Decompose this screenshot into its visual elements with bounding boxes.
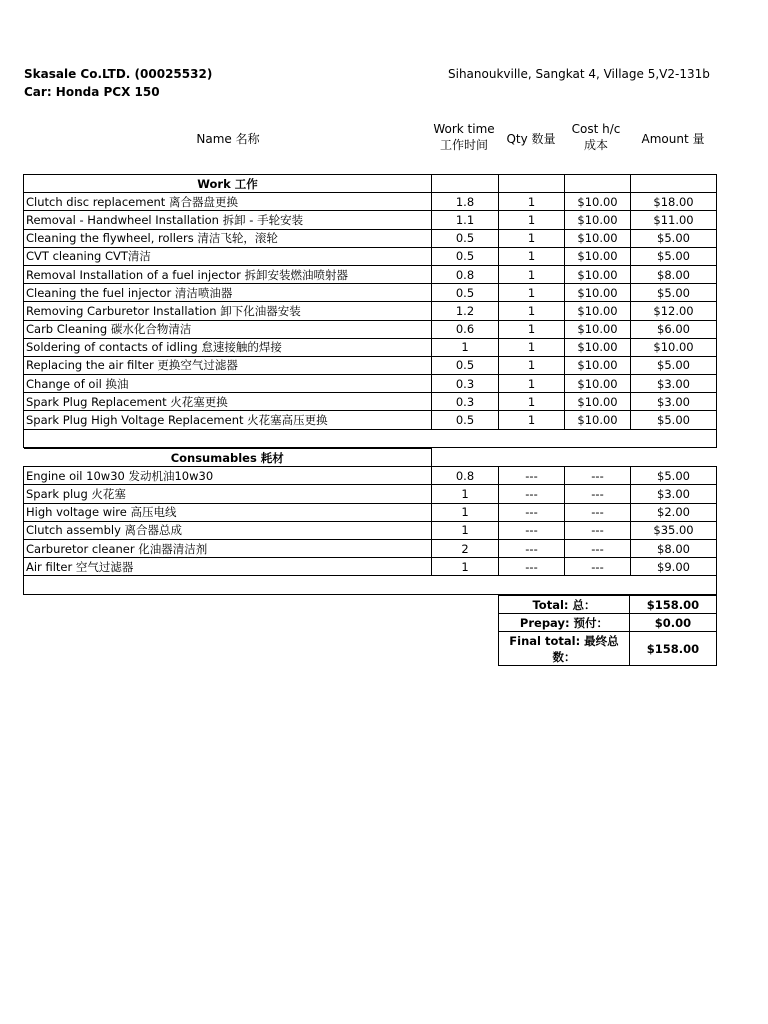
consumable-row <box>24 467 717 485</box>
car-model: Car: Honda PCX 150 <box>24 85 160 99</box>
work-section-title: Work 工作 <box>24 175 432 193</box>
work-item-name: Removal Installation of a fuel injector 拆卸安装燃油喷射器 <box>24 265 432 283</box>
column-header-qty: Qty 数量 <box>506 132 556 146</box>
final-total-value: $158.00 <box>630 632 717 666</box>
work-item-amount: $12.00 <box>631 302 717 320</box>
column-header-cost-zh: 成本 <box>583 138 608 152</box>
consumable-item-cost: --- <box>565 467 631 485</box>
consumable-row <box>24 485 717 503</box>
consumable-item-cost: --- <box>565 558 631 576</box>
work-item-amount: $5.00 <box>631 247 717 265</box>
work-item-name: Carb Cleaning 碳水化合物清洁 <box>24 320 432 338</box>
work-item-amount: $8.00 <box>631 265 717 283</box>
work-item-amount: $11.00 <box>631 211 717 229</box>
column-header-cost <box>563 121 629 153</box>
prepay-value: $0.00 <box>630 614 717 632</box>
work-item-name: Removal - Handwheel Installation 拆卸 - 手轮安装 <box>24 211 432 229</box>
work-item-qty: 1 <box>499 247 565 265</box>
work-item-qty: 1 <box>499 338 565 356</box>
work-item-amount: $3.00 <box>631 393 717 411</box>
company-name: Skasale Co.LTD. (00025532) <box>24 67 213 81</box>
consumable-item-cost: --- <box>565 521 631 539</box>
work-blank-row <box>24 429 717 447</box>
work-row <box>24 284 717 302</box>
work-row <box>24 265 717 283</box>
final-total-label: Final total: 最终总数： <box>499 632 630 666</box>
consumable-item-name: Spark plug 火花塞 <box>24 485 432 503</box>
work-item-qty: 1 <box>499 393 565 411</box>
work-item-qty: 1 <box>499 302 565 320</box>
consumable-blank-row <box>24 576 717 594</box>
consumable-item-cost: --- <box>565 539 631 557</box>
consumable-item-cost: --- <box>565 485 631 503</box>
column-header-amount: Amount 量 <box>641 132 705 146</box>
work-item-worktime: 0.3 <box>432 393 499 411</box>
work-item-name: Removing Carburetor Installation 卸下化油器安装 <box>24 302 432 320</box>
work-item-cost: $10.00 <box>565 375 631 393</box>
work-row <box>24 393 717 411</box>
consumable-item-worktime: 2 <box>432 539 499 557</box>
consumable-item-worktime: 1 <box>432 521 499 539</box>
consumable-item-amount: $3.00 <box>631 485 717 503</box>
work-row <box>24 375 717 393</box>
work-item-qty: 1 <box>499 284 565 302</box>
consumables-section-title: Consumables 耗材 <box>24 449 432 467</box>
consumable-item-name: Carburetor cleaner 化油器清洁剂 <box>24 539 432 557</box>
work-item-cost: $10.00 <box>565 229 631 247</box>
consumable-item-qty: --- <box>499 503 565 521</box>
work-item-amount: $6.00 <box>631 320 717 338</box>
work-item-name: Spark Plug Replacement 火花塞更换 <box>24 393 432 411</box>
consumable-item-worktime: 1 <box>432 558 499 576</box>
consumable-item-name: Clutch assembly 离合器总成 <box>24 521 432 539</box>
work-item-cost: $10.00 <box>565 247 631 265</box>
work-row <box>24 211 717 229</box>
work-item-worktime: 1.8 <box>432 193 499 211</box>
work-item-worktime: 1 <box>432 338 499 356</box>
consumable-item-qty: --- <box>499 467 565 485</box>
column-header-cost-en: Cost h/c <box>571 122 621 136</box>
work-item-worktime: 1.1 <box>432 211 499 229</box>
work-item-cost: $10.00 <box>565 302 631 320</box>
work-row <box>24 320 717 338</box>
work-item-worktime: 0.5 <box>432 411 499 429</box>
work-item-amount: $5.00 <box>631 411 717 429</box>
work-item-name: CVT cleaning CVT清洁 <box>24 247 432 265</box>
prepay-label: Prepay: 预付： <box>499 614 630 632</box>
column-header-worktime-zh: 工作时间 <box>439 138 488 152</box>
work-item-name: Cleaning the flywheel, rollers 清洁飞轮，滚轮 <box>24 229 432 247</box>
consumables-section-header-row <box>24 449 717 467</box>
consumable-row <box>24 503 717 521</box>
work-row <box>24 302 717 320</box>
consumable-item-amount: $8.00 <box>631 539 717 557</box>
final-total-row <box>499 632 717 666</box>
work-row <box>24 411 717 429</box>
consumable-item-qty: --- <box>499 558 565 576</box>
work-row <box>24 247 717 265</box>
work-table <box>23 174 717 448</box>
work-item-cost: $10.00 <box>565 411 631 429</box>
work-item-cost: $10.00 <box>565 393 631 411</box>
work-item-cost: $10.00 <box>565 320 631 338</box>
consumables-table <box>23 448 717 595</box>
work-row <box>24 229 717 247</box>
consumable-item-worktime: 0.8 <box>432 467 499 485</box>
work-item-qty: 1 <box>499 356 565 374</box>
total-label: Total: 总： <box>499 596 630 614</box>
work-item-cost: $10.00 <box>565 265 631 283</box>
work-item-amount: $18.00 <box>631 193 717 211</box>
column-header-worktime <box>428 121 500 153</box>
work-item-name: Clutch disc replacement 离合器盘更换 <box>24 193 432 211</box>
work-item-cost: $10.00 <box>565 284 631 302</box>
consumable-item-qty: --- <box>499 539 565 557</box>
work-item-qty: 1 <box>499 320 565 338</box>
work-item-amount: $5.00 <box>631 229 717 247</box>
work-row <box>24 193 717 211</box>
work-item-worktime: 0.3 <box>432 375 499 393</box>
consumable-item-amount: $5.00 <box>631 467 717 485</box>
work-item-qty: 1 <box>499 211 565 229</box>
prepay-row <box>499 614 717 632</box>
work-item-cost: $10.00 <box>565 211 631 229</box>
work-item-worktime: 0.5 <box>432 247 499 265</box>
consumable-item-name: High voltage wire 高压电线 <box>24 503 432 521</box>
work-item-qty: 1 <box>499 193 565 211</box>
total-value: $158.00 <box>630 596 717 614</box>
work-item-amount: $5.00 <box>631 356 717 374</box>
company-address: Sihanoukville, Sangkat 4, Village 5,V2-131b <box>448 67 710 81</box>
work-item-amount: $3.00 <box>631 375 717 393</box>
work-item-qty: 1 <box>499 411 565 429</box>
totals-table <box>498 595 717 666</box>
work-item-name: Spark Plug High Voltage Replacement 火花塞高压更换 <box>24 411 432 429</box>
consumable-row <box>24 539 717 557</box>
work-item-worktime: 0.6 <box>432 320 499 338</box>
work-item-amount: $10.00 <box>631 338 717 356</box>
consumable-item-amount: $9.00 <box>631 558 717 576</box>
work-row <box>24 338 717 356</box>
consumable-item-name: Air filter 空气过滤器 <box>24 558 432 576</box>
work-item-worktime: 0.5 <box>432 356 499 374</box>
consumable-item-qty: --- <box>499 521 565 539</box>
work-item-name: Soldering of contacts of idling 怠速接触的焊接 <box>24 338 432 356</box>
consumable-row <box>24 558 717 576</box>
work-section-header-row <box>24 175 717 193</box>
work-item-worktime: 0.8 <box>432 265 499 283</box>
work-item-amount: $5.00 <box>631 284 717 302</box>
consumable-item-cost: --- <box>565 503 631 521</box>
consumable-row <box>24 521 717 539</box>
consumable-item-amount: $2.00 <box>631 503 717 521</box>
work-item-cost: $10.00 <box>565 193 631 211</box>
work-row <box>24 356 717 374</box>
column-header-worktime-en: Work time <box>433 122 495 136</box>
column-header-name: Name 名称 <box>196 132 260 146</box>
consumable-item-qty: --- <box>499 485 565 503</box>
work-item-qty: 1 <box>499 265 565 283</box>
total-row <box>499 596 717 614</box>
work-item-cost: $10.00 <box>565 338 631 356</box>
work-item-worktime: 0.5 <box>432 229 499 247</box>
work-item-name: Change of oil 换油 <box>24 375 432 393</box>
work-item-name: Replacing the air filter 更换空气过滤器 <box>24 356 432 374</box>
consumable-item-worktime: 1 <box>432 503 499 521</box>
work-item-worktime: 0.5 <box>432 284 499 302</box>
consumable-item-name: Engine oil 10w30 发动机油10w30 <box>24 467 432 485</box>
work-item-worktime: 1.2 <box>432 302 499 320</box>
work-item-qty: 1 <box>499 375 565 393</box>
work-item-cost: $10.00 <box>565 356 631 374</box>
work-item-name: Cleaning the fuel injector 清洁喷油器 <box>24 284 432 302</box>
work-item-qty: 1 <box>499 229 565 247</box>
consumable-item-amount: $35.00 <box>631 521 717 539</box>
consumable-item-worktime: 1 <box>432 485 499 503</box>
